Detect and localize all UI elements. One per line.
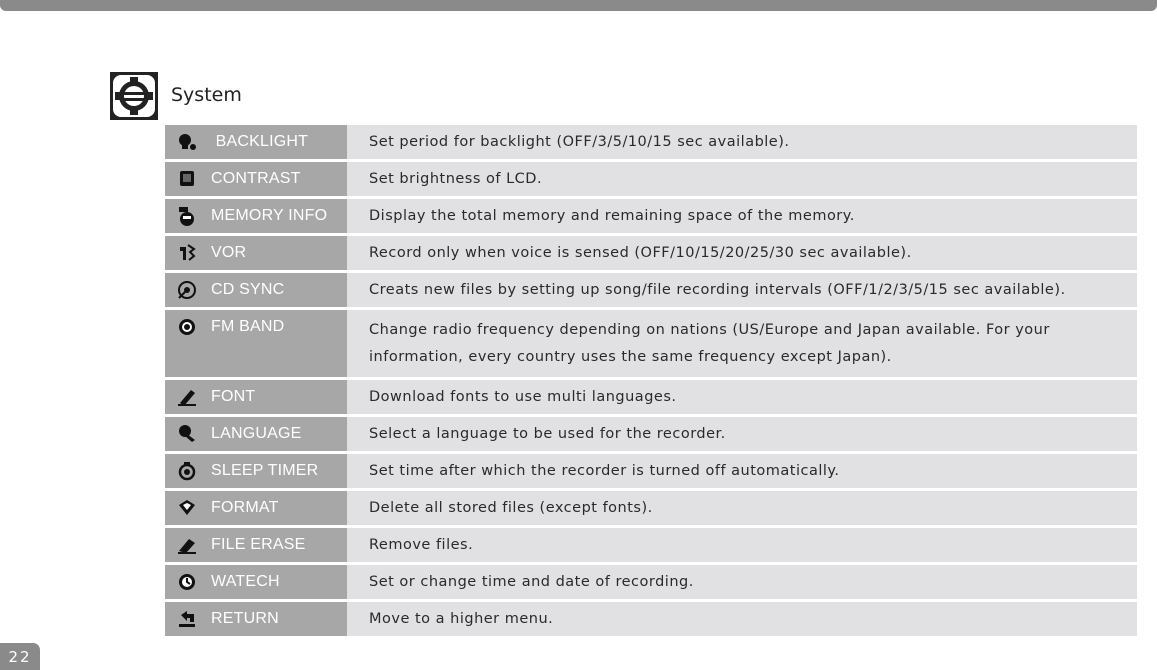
page-number: 22 (0, 643, 40, 670)
row-label: BACKLIGHT (211, 133, 309, 150)
row-label-cell (165, 454, 347, 488)
table-row (165, 162, 1137, 196)
watch-clock-icon (177, 572, 199, 592)
table-row (165, 236, 1137, 270)
row-description: Select a language to be used for the recorder. (347, 417, 1137, 451)
row-label: FONT (211, 388, 256, 405)
row-description: Change radio frequency depending on nations (US/Europe and Japan available. For your information, every country uses the same frequency except Japan). (347, 310, 1137, 377)
font-pen-icon (177, 387, 199, 407)
row-label-cell (165, 602, 347, 636)
row-label-cell (165, 236, 347, 270)
table-row (165, 454, 1137, 488)
table-row (165, 199, 1137, 233)
row-label: WATECH (211, 573, 280, 590)
row-description: Download fonts to use multi languages. (347, 380, 1137, 414)
row-description: Set period for backlight (OFF/3/5/10/15 sec available). (347, 125, 1137, 159)
row-label: VOR (211, 244, 247, 261)
row-label-cell (165, 273, 347, 307)
row-label: FM BAND (211, 318, 285, 335)
settings-table (165, 125, 1137, 639)
contrast-monitor-icon (177, 169, 199, 189)
table-row (165, 417, 1137, 451)
row-label: FORMAT (211, 499, 279, 516)
system-gear-icon (110, 72, 158, 120)
row-description: Creats new files by setting up song/file recording intervals (OFF/1/2/3/5/15 sec available). (347, 273, 1137, 307)
file-erase-icon (177, 535, 199, 555)
row-label-cell (165, 565, 347, 599)
backlight-bulb-icon (177, 132, 199, 152)
format-icon (177, 498, 199, 518)
top-bar (0, 0, 1157, 11)
row-label: RETURN (211, 610, 279, 627)
row-label: FILE ERASE (211, 536, 306, 553)
row-label: CONTRAST (211, 170, 301, 187)
row-description: Move to a higher menu. (347, 602, 1137, 636)
vor-voice-icon (177, 243, 199, 263)
row-description: Set or change time and date of recording. (347, 565, 1137, 599)
row-description: Record only when voice is sensed (OFF/10/15/20/25/30 sec available). (347, 236, 1137, 270)
table-row (165, 310, 1137, 377)
row-label: CD SYNC (211, 281, 285, 298)
cd-sync-icon (177, 280, 199, 300)
table-row (165, 602, 1137, 636)
memory-info-icon (177, 206, 199, 226)
language-icon (177, 424, 199, 444)
table-row (165, 565, 1137, 599)
row-description: Delete all stored files (except fonts). (347, 491, 1137, 525)
row-label-cell (165, 125, 347, 159)
sleep-timer-icon (177, 461, 199, 481)
table-row (165, 380, 1137, 414)
row-label-cell (165, 380, 347, 414)
row-description: Set brightness of LCD. (347, 162, 1137, 196)
section-title: System (171, 84, 242, 106)
row-label-cell (165, 310, 347, 377)
row-description: Display the total memory and remaining space of the memory. (347, 199, 1137, 233)
row-label: LANGUAGE (211, 425, 302, 442)
row-label: SLEEP TIMER (211, 462, 319, 479)
table-row (165, 273, 1137, 307)
table-row (165, 125, 1137, 159)
row-description: Set time after which the recorder is turned off automatically. (347, 454, 1137, 488)
row-label-cell (165, 199, 347, 233)
fm-band-icon (177, 317, 199, 337)
row-label: MEMORY INFO (211, 207, 328, 224)
table-row (165, 491, 1137, 525)
row-label-cell (165, 417, 347, 451)
return-arrow-icon (177, 609, 199, 629)
row-label-cell (165, 528, 347, 562)
table-row (165, 528, 1137, 562)
row-label-cell (165, 162, 347, 196)
row-description: Remove files. (347, 528, 1137, 562)
row-label-cell (165, 491, 347, 525)
